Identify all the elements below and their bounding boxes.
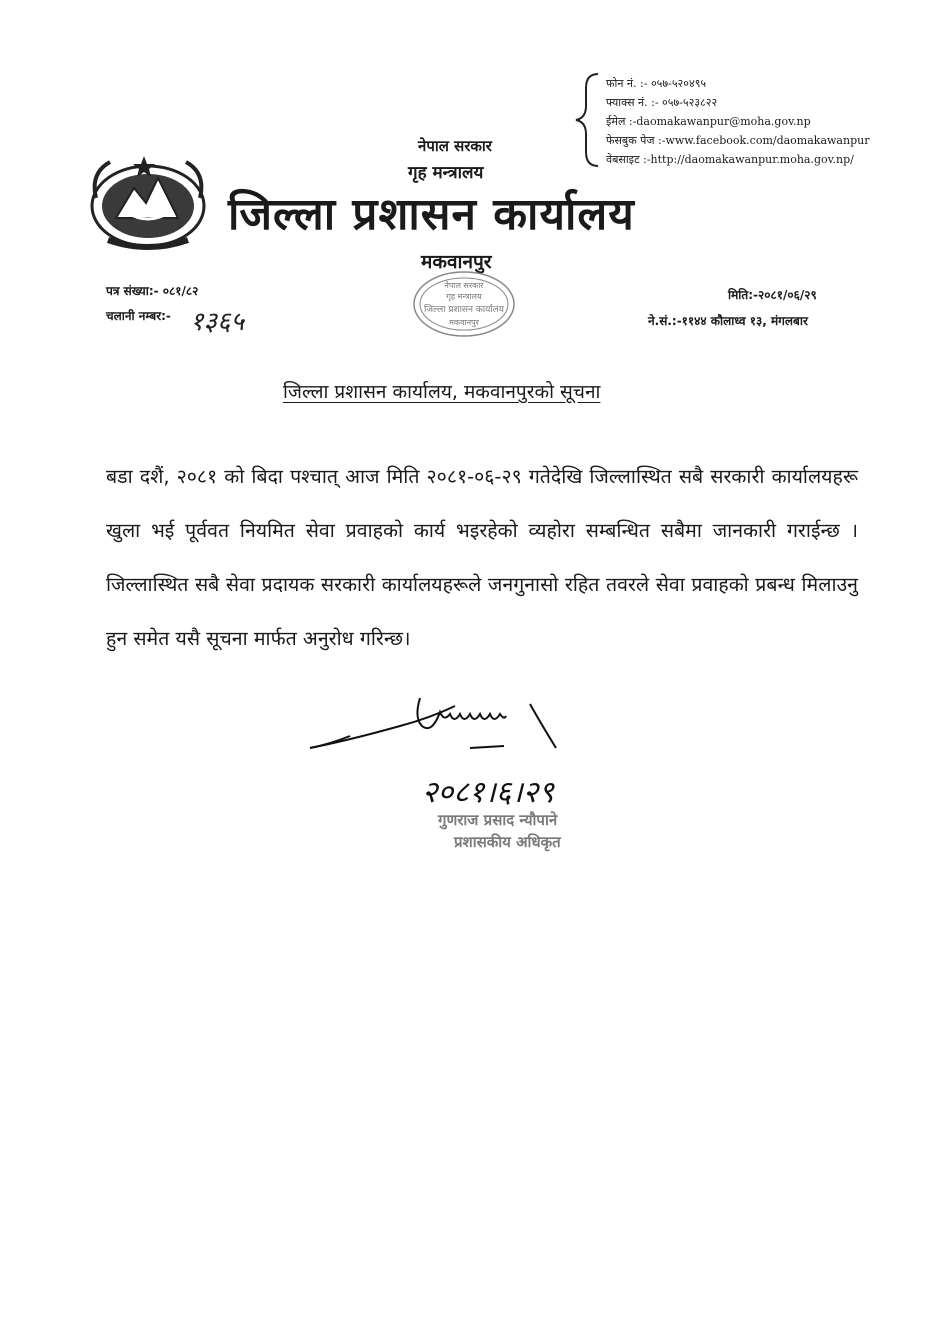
dispatch-label: चलानी नम्बर:- [106, 309, 171, 323]
office-stamp-icon [410, 268, 518, 340]
nepal-sambat-date: ने.सं.:-११४४ कौलाध्व १३, मंगलबार [648, 314, 808, 328]
signature-date: २०८१।६।२९ [422, 775, 554, 810]
stamp-line-4: मकवानपुर [449, 318, 479, 327]
government-label: नेपाल सरकार [418, 137, 492, 155]
nepal-emblem-icon [86, 148, 210, 252]
stamp-line-2: गृह मन्त्रालय [446, 292, 482, 301]
contact-fax: फ्याक्स नं. :- ०५७-५२३८२२ [606, 96, 718, 109]
contact-email: ईमेल :-daomakawanpur@moha.gov.np [606, 115, 811, 128]
notice-body: बडा दशैं, २०८१ को बिदा पश्चात् आज मिति २०८१-०६-२९ गतेदेखि जिल्लास्थित सबै सरकारी कार्यालयहरू खुला भई पूर्ववत नियमित सेवा प्रवाहको कार्य भइरहेको व्यहोरा सम्बन्धित सबैमा जानकारी गराईन्छ । जिल्लास्थित सबै सेवा प्रदायक सरकारी कार्यालयहरूले जनगुनासो रहित तवरले सेवा प्रवाहको प्रबन्ध मिलाउनु हुन समेत यसै सूचना मार्फत अनुरोध गरिन्छ। [106, 465, 858, 650]
contact-block [606, 74, 869, 169]
ministry-label: गृह मन्त्रालय [408, 163, 484, 183]
office-title: जिल्ला प्रशासन कार्यालय [228, 189, 635, 240]
letter-reference: पत्र संख्या:- ०८१/८२ [106, 284, 199, 298]
contact-phone: फोन नं. :- ०५७-५२०४९५ [606, 77, 707, 90]
contact-facebook: फेसबुक पेज :-www.facebook.com/daomakawanpur [606, 134, 870, 147]
letter-date: मिति:-२०८१/०६/२९ [728, 288, 817, 302]
stamp-line-3: जिल्ला प्रशासन कार्यालय [424, 305, 504, 315]
contact-website: वेबसाइट :-http://daomakawanpur.moha.gov.np/ [606, 153, 854, 166]
stamp-line-1: नेपाल सरकार [444, 281, 484, 290]
dispatch-number: १३६५ [190, 307, 245, 337]
signature-icon [300, 690, 660, 820]
contact-brace-icon [572, 72, 602, 168]
district-label: मकवानपुर [421, 251, 492, 273]
signatory-title: प्रशासकीय अधिकृत [454, 833, 561, 851]
signatory-name: गुणराज प्रसाद न्यौपाने [438, 811, 558, 829]
notice-heading: जिल्ला प्रशासन कार्यालय, मकवानपुरको सूचना [283, 381, 601, 403]
